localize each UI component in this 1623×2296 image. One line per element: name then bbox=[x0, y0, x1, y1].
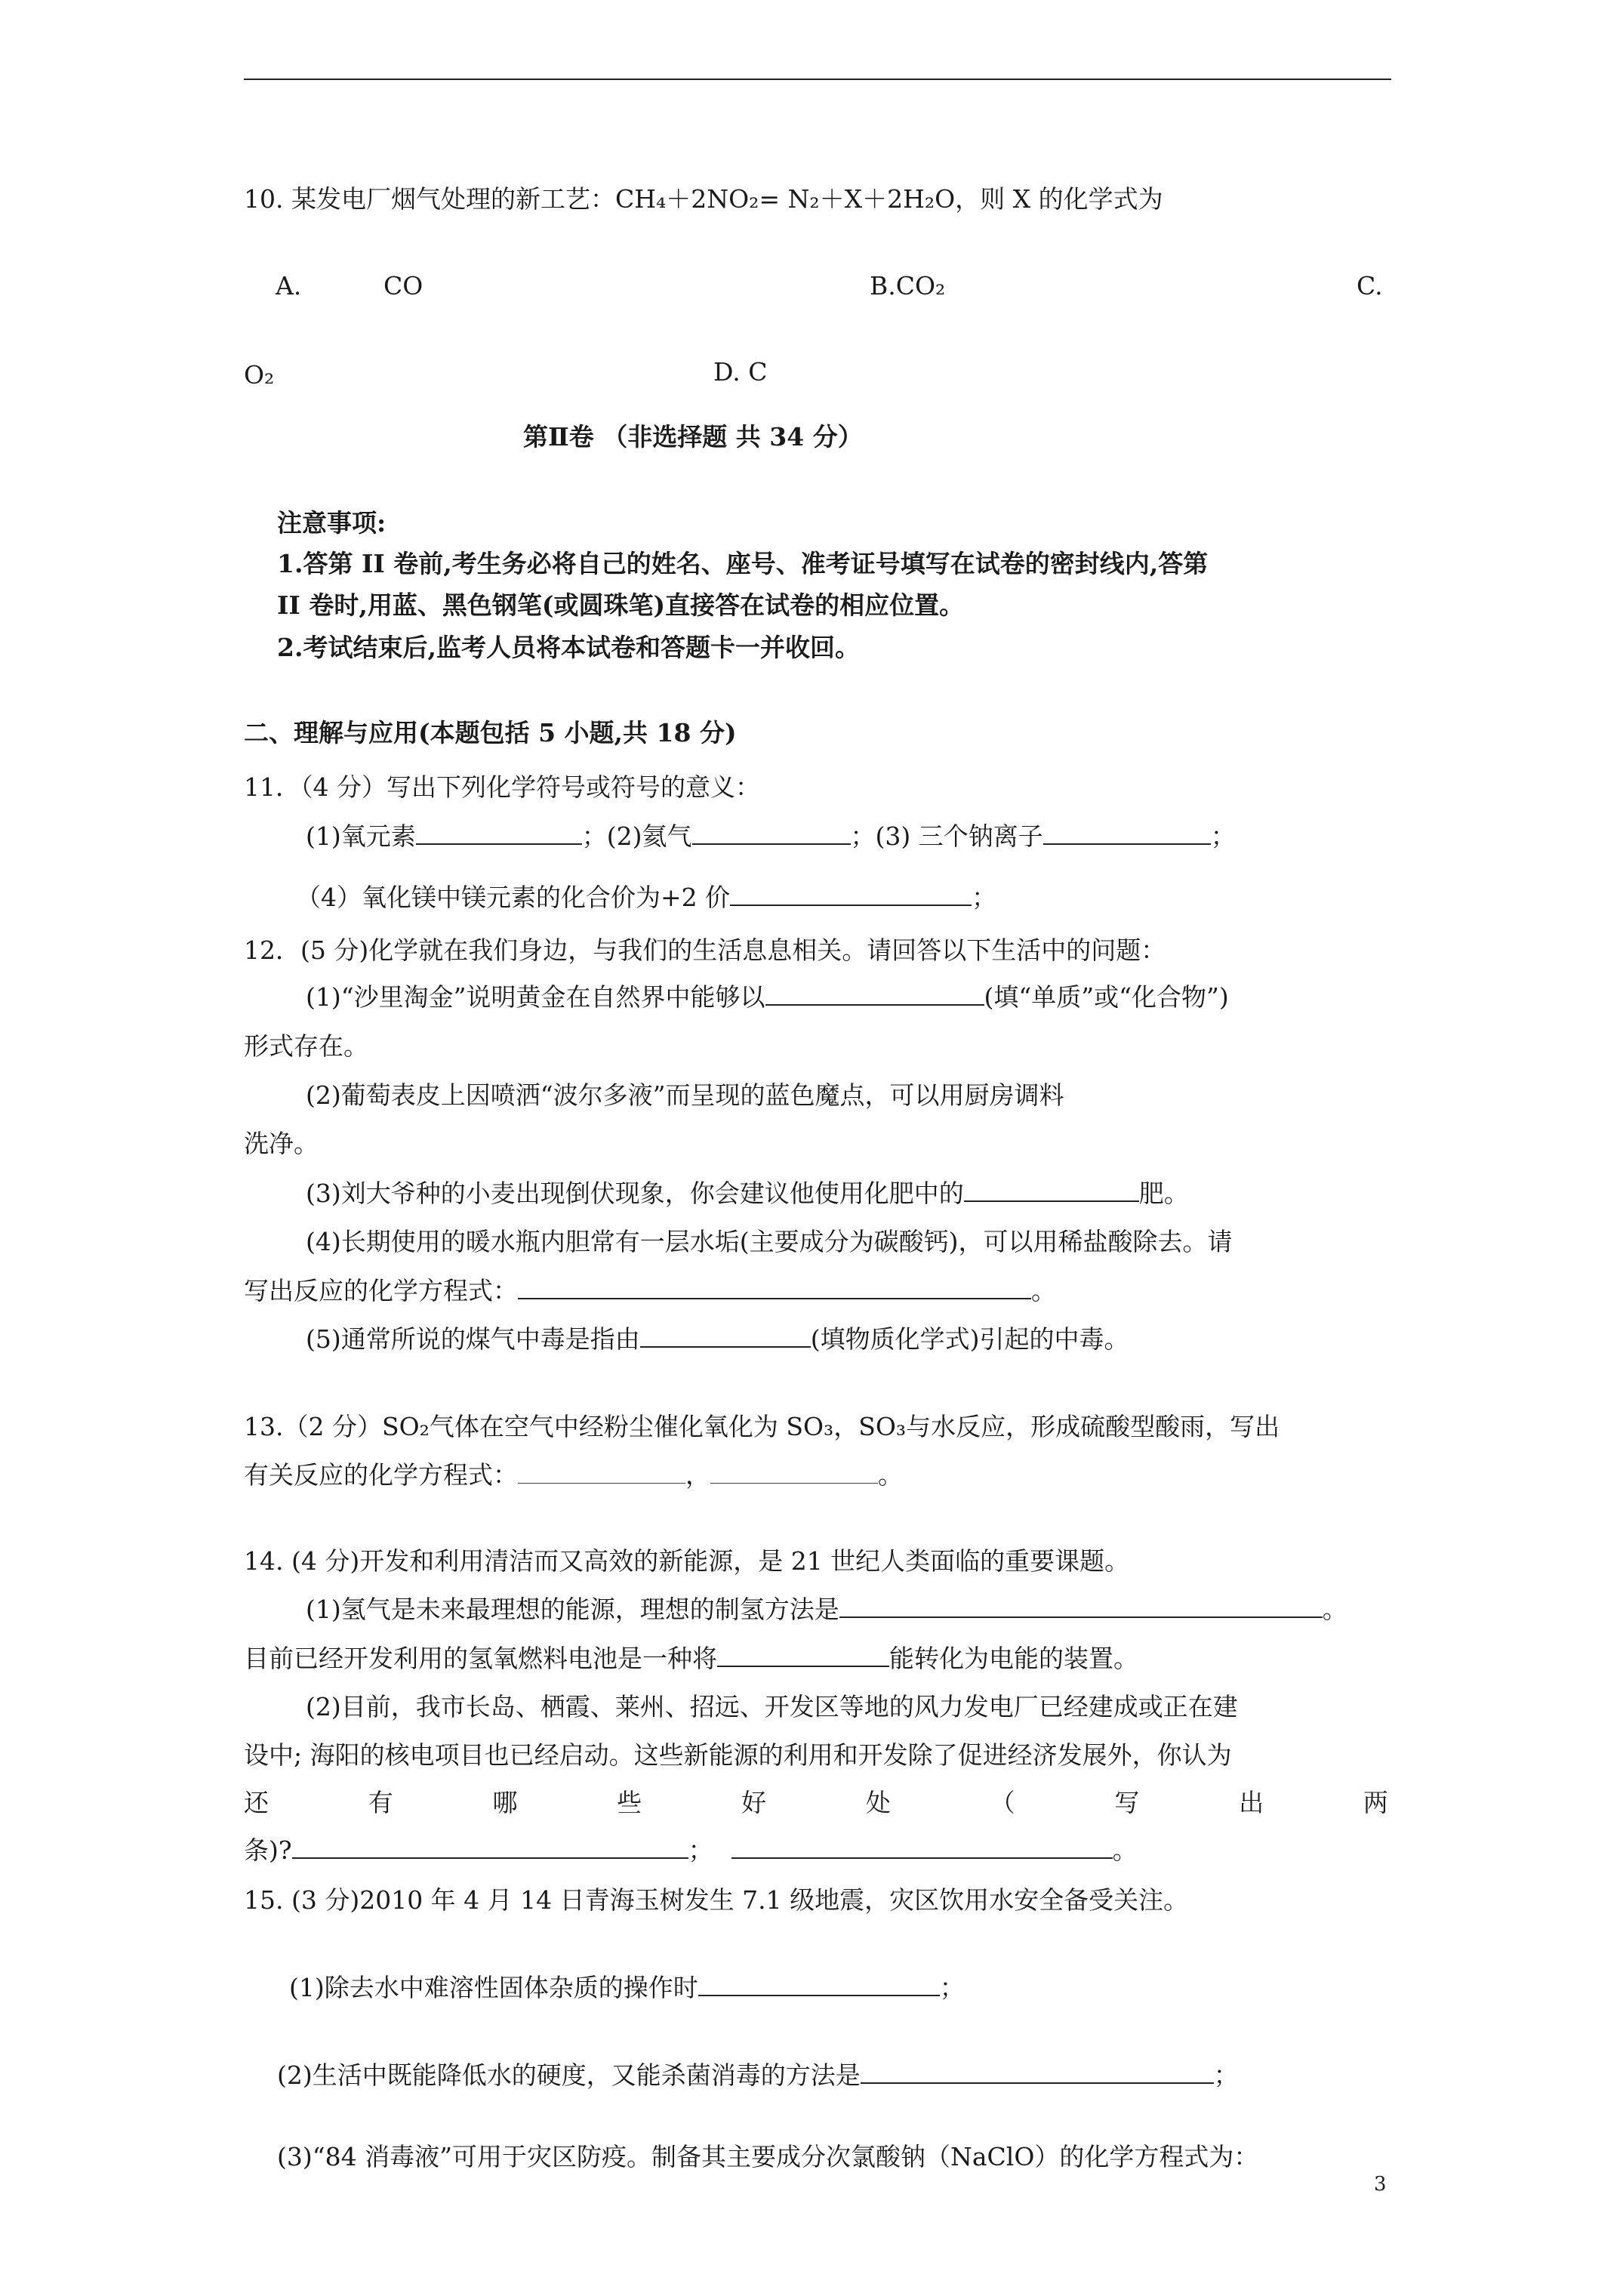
q15-part-1-end: ； bbox=[939, 1973, 965, 2002]
q11-part-1-label: (1)氧元素 bbox=[306, 821, 416, 851]
q12-part-1-hint: (填“单质”或“化合物”) bbox=[984, 982, 1229, 1012]
q12-part-1 bbox=[306, 982, 1229, 1013]
q14-part-1-cont-text: 目前已经开发利用的氢氧燃料电池是一种将 bbox=[244, 1644, 717, 1673]
q15-part-1-text: (1)除去水中难溶性固体杂质的操作时 bbox=[289, 1973, 698, 2002]
q15-part-3: (3)“84 消毒液”可用于灾区防疫。制备其主要成分次氯酸钠（NaClO）的化学方程式为： bbox=[277, 2142, 1259, 2171]
q14-blank-1[interactable] bbox=[839, 1594, 1323, 1618]
q14-part-1-cont-end: 能转化为电能的装置。 bbox=[889, 1644, 1138, 1673]
q14-blank-3[interactable] bbox=[292, 1835, 688, 1859]
q15-part-1 bbox=[289, 1972, 965, 2004]
q12-part-4-text: 写出反应的化学方程式： bbox=[244, 1276, 518, 1305]
q12-part-1-continued: 形式存在。 bbox=[244, 1031, 368, 1061]
q15-part-2-text: (2)生活中既能降低水的硬度，又能杀菌消毒的方法是 bbox=[277, 2060, 861, 2090]
part-two-heading: 第Ⅱ卷 （非选择题 共 34 分） bbox=[523, 422, 863, 451]
notice-item-1-continued: II 卷时,用蓝、黑色钢笔(或圆珠笔)直接答在试卷的相应位置。 bbox=[277, 590, 965, 620]
q13-blank-1[interactable] bbox=[518, 1460, 685, 1484]
q11-part-3-label: ；(3) 三个钠离子 bbox=[850, 821, 1043, 851]
q14-part-1-text: (1)氢气是未来最理想的能源，理想的制氢方法是 bbox=[306, 1595, 839, 1624]
q15-part-2-end: ； bbox=[1213, 2060, 1239, 2090]
q11-line-1-end: ； bbox=[1210, 821, 1236, 851]
q11-blank-4[interactable] bbox=[730, 882, 972, 906]
q12-part-2-text: (2)葡萄表皮上因喷洒“波尔多液”而呈现的蓝色魔点，可以用厨房调料 bbox=[306, 1080, 1064, 1110]
q12-blank-4[interactable] bbox=[518, 1275, 1031, 1299]
q14-part-2-text: (2)目前，我市长岛、栖霞、莱州、招远、开发区等地的风力发电厂已经建成或正在建 bbox=[306, 1692, 1238, 1721]
q15-stem: 15. (3 分)2010 年 4 月 14 日青海玉树发生 7.1 级地震，灾区饮用水安全备受关注。 bbox=[244, 1885, 1189, 1915]
header-rule bbox=[244, 79, 1391, 80]
notice-title: 注意事项: bbox=[277, 508, 387, 538]
q11-line-1 bbox=[306, 821, 1236, 852]
q12-part-1-text: (1)“沙里淘金”说明黄金在自然界中能够以 bbox=[306, 982, 765, 1012]
q10-option-a-value: CO bbox=[383, 271, 423, 300]
notice-item-1: 1.答第 II 卷前,考生务必将自己的姓名、座号、准考证号填写在试卷的密封线内,答第 bbox=[277, 549, 1209, 578]
q12-stem: 12．(5 分)化学就在我们身边，与我们的生活息息相关。请回答以下生活中的问题： bbox=[244, 935, 1166, 965]
q12-part-3-end: 肥。 bbox=[1138, 1179, 1189, 1208]
q14-spread-char: （ bbox=[990, 1788, 1015, 1817]
q11-part-4-label: （4）氧化镁中镁元素的化合价为+2 价 bbox=[296, 883, 731, 912]
q15-blank-2[interactable] bbox=[861, 2060, 1214, 2084]
q13-answer-line bbox=[244, 1459, 903, 1491]
q11-blank-3[interactable] bbox=[1043, 821, 1211, 845]
q14-spread-char: 哪 bbox=[492, 1788, 518, 1817]
q14-spread-char: 处 bbox=[865, 1788, 891, 1817]
q14-spread-line bbox=[244, 1787, 1388, 1819]
q14-spread-char: 还 bbox=[244, 1788, 269, 1817]
q14-spread-char: 两 bbox=[1363, 1788, 1388, 1817]
q12-part-4-continued bbox=[244, 1275, 1056, 1307]
q14-part-1 bbox=[306, 1594, 1347, 1626]
q11-blank-2[interactable] bbox=[692, 821, 851, 845]
q12-part-5-hint: (填物质化学式)引起的中毒。 bbox=[810, 1324, 1129, 1354]
q11-stem: 11．（4 分）写出下列化学符号或符号的意义： bbox=[244, 772, 760, 802]
q13-blank-2[interactable] bbox=[710, 1460, 878, 1484]
q10-stem: 10. 某发电厂烟气处理的新工艺：CH₄＋2NO₂= N₂＋X＋2H₂O，则 X 的化学式为 bbox=[244, 184, 1163, 214]
page-number: 3 bbox=[1374, 2173, 1387, 2196]
q12-part-5-text: (5)通常所说的煤气中毒是指由 bbox=[306, 1324, 640, 1354]
q12-part-3 bbox=[306, 1178, 1189, 1210]
q12-blank-5[interactable] bbox=[640, 1324, 811, 1348]
notice-item-2: 2.考试结束后,监考人员将本试卷和答题卡一并收回。 bbox=[277, 633, 860, 662]
q10-option-a-label: A. bbox=[276, 271, 302, 300]
q12-blank-1[interactable] bbox=[765, 982, 984, 1006]
q12-part-3-text: (3)刘大爷种的小麦出现倒伏现象，你会建议他使用化肥中的 bbox=[306, 1179, 964, 1208]
q14-blank-2[interactable] bbox=[717, 1643, 889, 1667]
q14-spread-char: 有 bbox=[368, 1788, 393, 1817]
q12-part-5 bbox=[306, 1324, 1129, 1355]
q14-part-2 bbox=[306, 1691, 1388, 1723]
q14-part-2-continued bbox=[244, 1740, 1388, 1771]
q14-spread-char: 好 bbox=[741, 1788, 767, 1817]
q14-spread-char: 写 bbox=[1114, 1788, 1140, 1817]
q14-separator: ； bbox=[688, 1835, 713, 1865]
q14-part-1-continued bbox=[244, 1643, 1138, 1675]
q12-part-2 bbox=[306, 1080, 1388, 1111]
q14-spread-char: 些 bbox=[617, 1788, 642, 1817]
q11-part-2-label: ；(2)氦气 bbox=[581, 821, 692, 851]
q14-spread-char: 出 bbox=[1239, 1788, 1264, 1817]
q12-part-4: (4)长期使用的暖水瓶内胆常有一层水垢(主要成分为碳酸钙)，可以用稀盐酸除去。请 bbox=[306, 1227, 1233, 1256]
q13-stem: 13.（2 分）SO₂气体在空气中经粉尘催化氧化为 SO₃，SO₃与水反应，形成硫酸型酸雨，写出 bbox=[244, 1412, 1280, 1441]
q14-stem: 14. (4 分)开发和利用清洁而又高效的新能源，是 21 世纪人类面临的重要课题。 bbox=[244, 1546, 1130, 1576]
q11-blank-1[interactable] bbox=[416, 821, 582, 845]
q13-answer-label: 有关反应的化学方程式： bbox=[244, 1460, 518, 1490]
q13-separator: ， bbox=[685, 1460, 710, 1490]
q14-end: 。 bbox=[1112, 1835, 1138, 1865]
q14-part-1-end: 。 bbox=[1322, 1595, 1347, 1624]
q10-option-c-label: C. bbox=[1357, 271, 1383, 300]
q14-answer-label: 条)? bbox=[244, 1835, 292, 1865]
q15-blank-1[interactable] bbox=[698, 1972, 940, 1996]
q10-option-b: B.CO₂ bbox=[870, 271, 946, 300]
q12-part-2-continued: 洗净。 bbox=[244, 1129, 319, 1158]
q10-option-c-value: O₂ bbox=[244, 360, 275, 390]
q15-part-2 bbox=[277, 2060, 1239, 2091]
q14-blank-4[interactable] bbox=[731, 1835, 1113, 1859]
q10-option-d: D. C bbox=[713, 357, 768, 387]
q11-line-2-end: ； bbox=[972, 883, 997, 912]
q12-part-4-end: 。 bbox=[1031, 1276, 1056, 1305]
q14-part-2-cont-text: 设中; 海阳的核电项目也已经启动。这些新能源的利用和开发除了促进经济发展外，你认为 bbox=[244, 1740, 1232, 1770]
section-heading: 二、理解与应用(本题包括 5 小题,共 18 分) bbox=[244, 718, 737, 747]
q12-blank-3[interactable] bbox=[964, 1178, 1139, 1202]
q11-line-2 bbox=[296, 882, 996, 914]
q13-end: 。 bbox=[878, 1460, 903, 1490]
q14-part-2-answer-line bbox=[244, 1835, 1138, 1866]
